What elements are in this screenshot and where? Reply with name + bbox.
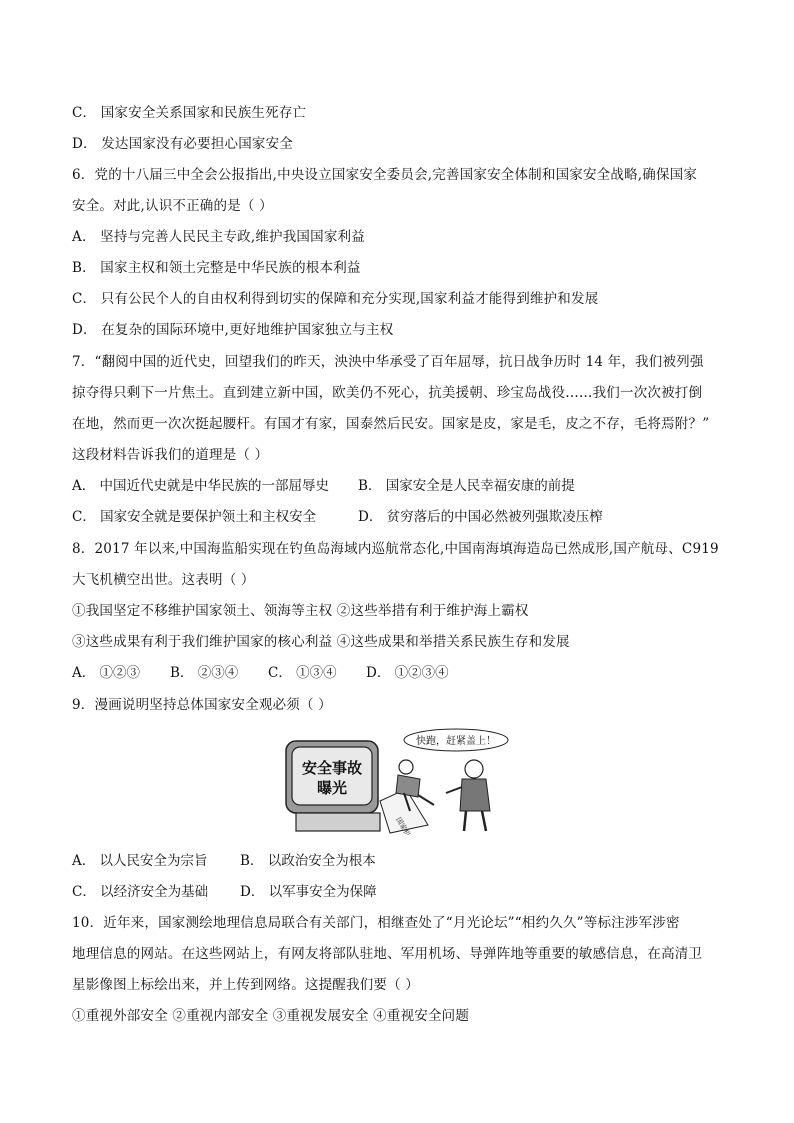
q7-stem-line2: 掠夺得只剩下一片焦土。直到建立新中国，欧美仍不死心，抗美援朝、珍宝岛战役……我们一次次被打倒 xyxy=(72,385,703,401)
q9-option-a: A． 以人民安全为宗旨 xyxy=(72,853,208,869)
running-man-head xyxy=(399,760,413,774)
q6-stem-line1: 6．党的十八届三中全会公报指出,中央设立国家安全委员会,完善国家安全体制和国家安全战略,确保国家 xyxy=(72,167,698,183)
q9-stem: 9．漫画说明坚持总体国家安全观必须（ ） xyxy=(72,697,332,713)
cloth-text: 国家机密 xyxy=(394,816,416,835)
tv-text-1: 安全事故 xyxy=(301,759,363,777)
q8-option-a: A． ①②③ xyxy=(72,665,141,681)
cartoon-drawing xyxy=(278,727,510,835)
speech-text: 快跑，赶紧盖上！ xyxy=(416,736,496,747)
q10-stem-line3: 星影像图上标绘出来，并上传到网络。这提醒我们要（ ） xyxy=(72,977,419,993)
q6-option-c: C． 只有公民个人的自由权利得到切实的保障和充分实现,国家利益才能得到维护和发展 xyxy=(72,291,599,307)
q8-statements-3-4: ③这些成果有利于我们维护国家的核心利益 ④这些成果和举措关系民族生存和发展 xyxy=(72,634,570,650)
q5-option-d: D． 发达国家没有必要担心国家安全 xyxy=(72,136,294,152)
q6-option-d: D． 在复杂的国际环境中,更好地维护国家独立与主权 xyxy=(72,322,394,338)
q7-stem-line4: 这段材料告诉我们的道理是（ ） xyxy=(72,447,269,463)
q7-option-b: B． 国家安全是人民幸福安康的前提 xyxy=(358,478,575,494)
boss-body xyxy=(460,779,490,811)
q10-stem-line2: 地理信息的网站。在这些网站上，有网友将部队驻地、军用机场、导弹阵地等重要的敏感信息，在高清卫 xyxy=(72,946,703,962)
q6-option-a: A． 坚持与完善人民民主专政,维护我国国家利益 xyxy=(72,229,365,245)
q5-option-c: C． 国家安全关系国家和民族生死存亡 xyxy=(72,105,307,121)
q7-option-c: C． 国家安全就是要保护领土和主权安全 xyxy=(72,509,317,525)
q6-stem-line2: 安全。对此,认识不正确的是（ ） xyxy=(72,198,273,214)
q9-option-c: C． 以经济安全为基础 xyxy=(72,884,209,900)
q9-option-b: B． 以政治安全为根本 xyxy=(240,853,376,869)
running-man-body xyxy=(396,775,420,797)
boss-arm xyxy=(446,787,462,793)
q8-statements-1-2: ①我国坚定不移维护国家领土、领海等主权 ②这些举措有利于维护海上霸权 xyxy=(72,603,529,619)
q9-option-d: D． 以军事安全为保障 xyxy=(240,884,377,900)
q7-option-a: A． 中国近代史就是中华民族的一部屈辱史 xyxy=(72,478,330,494)
q8-option-b: B． ②③④ xyxy=(170,665,239,681)
q6-option-b: B． 国家主权和领土完整是中华民族的根本利益 xyxy=(72,260,361,276)
q7-option-d: D． 贫穷落后的中国必然被列强欺凌压榨 xyxy=(358,509,603,525)
q7-stem-line1: 7．“翻阅中国的近代史，回望我们的昨天，泱泱中华承受了百年屈辱，抗日战争历时 14 年，我们被列强 xyxy=(72,354,704,370)
boss-legs xyxy=(464,811,486,831)
q8-option-d: D． ①②③④ xyxy=(366,665,449,681)
q8-stem-line1: 8．2017 年以来,中国海监船实现在钓鱼岛海域内巡航常态化,中国南海填海造岛已然成形,国产航母、C919 xyxy=(72,541,719,557)
q8-option-c: C． ①③④ xyxy=(268,665,337,681)
q10-statements: ①重视外部安全 ②重视内部安全 ③重视发展安全 ④重视安全问题 xyxy=(72,1008,470,1024)
q10-stem-line1: 10．近年来，国家测绘地理信息局联合有关部门，相继查处了“月光论坛”“相约久久”等标注涉军涉密 xyxy=(72,915,680,931)
tv-stand xyxy=(296,813,380,831)
boss-head xyxy=(465,760,483,778)
q9-cartoon xyxy=(278,727,510,835)
tv-text-2: 曝光 xyxy=(316,779,348,797)
q7-stem-line3: 在地，然而更一次次挺起腰杆。有国才有家，国泰然后民安。国家是皮，家是毛，皮之不存，毛将焉附？” xyxy=(72,416,710,432)
q8-stem-line2: 大飞机横空出世。这表明（ ） xyxy=(72,572,255,588)
